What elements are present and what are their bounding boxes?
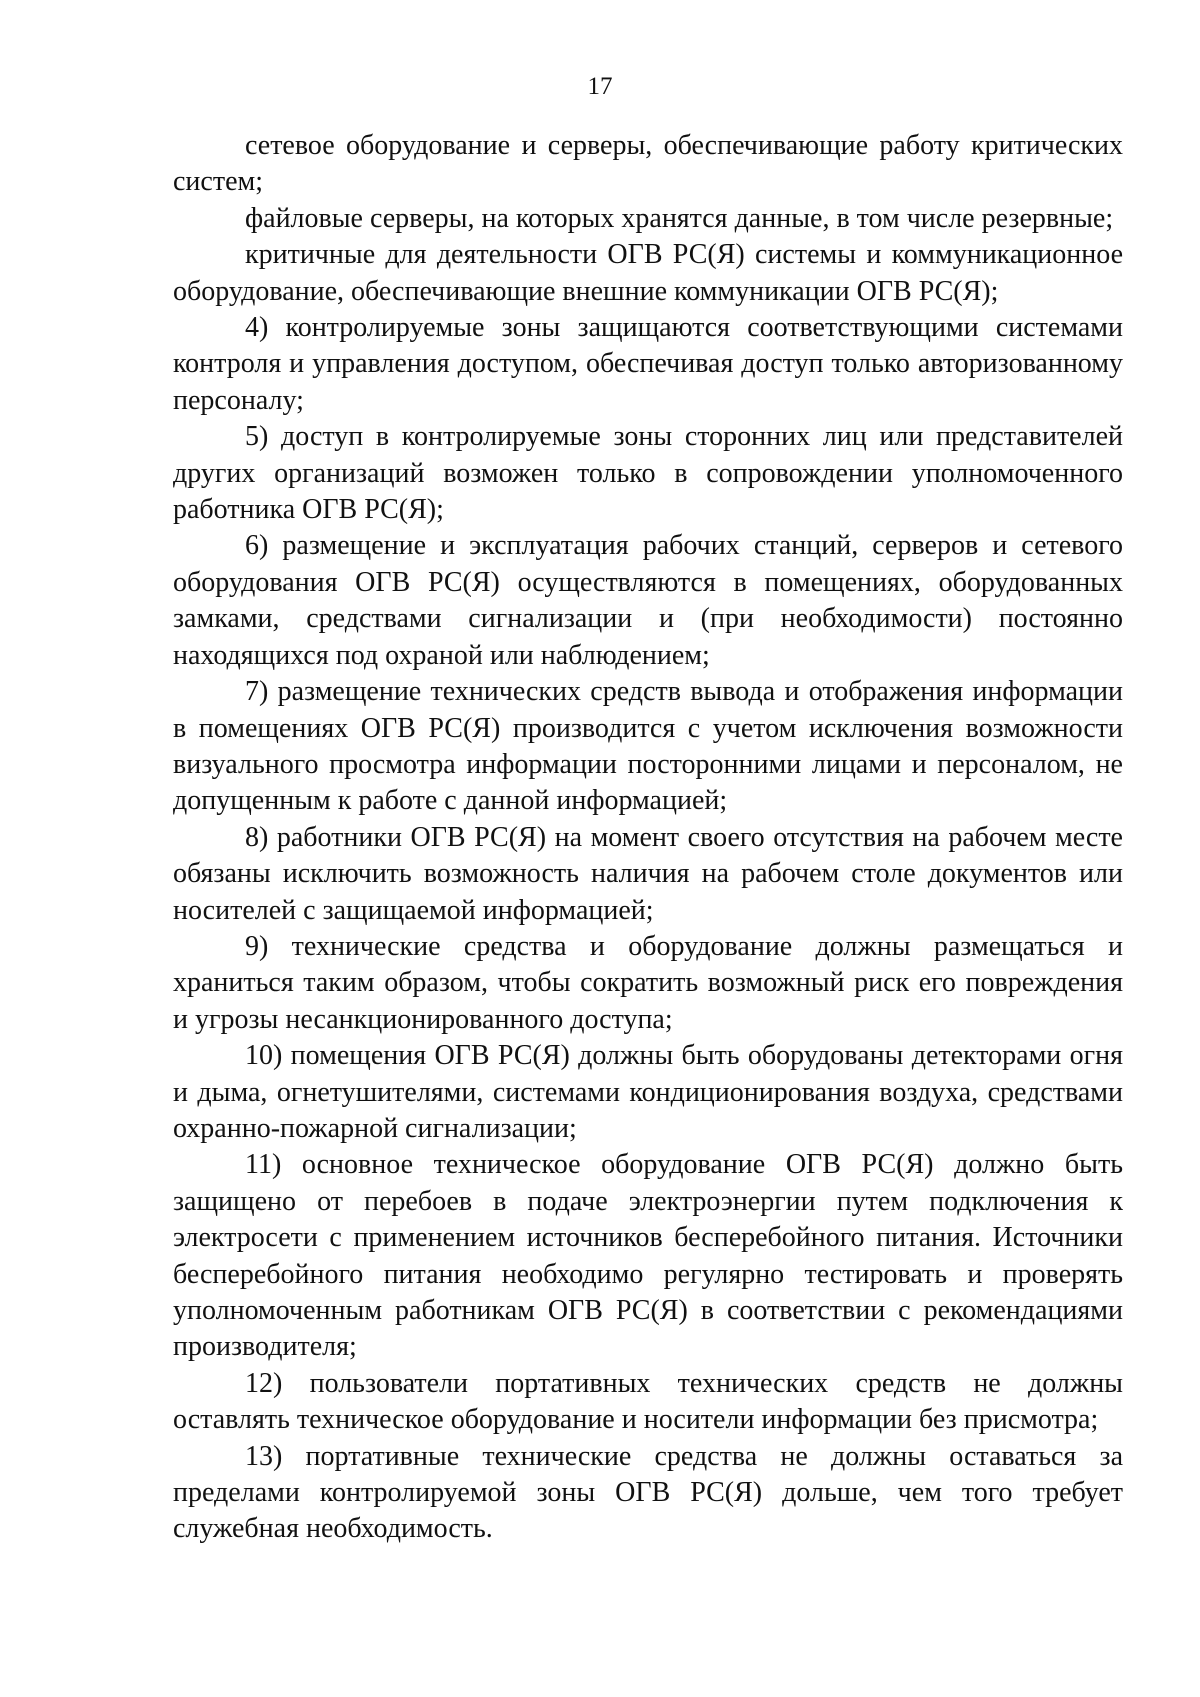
paragraph-item-10: 10) помещения ОГВ РС(Я) должны быть оборудованы детекторами огня и дыма, огнетушителями, системами кондиционирования воздуха, средствами охранно-пожарной сигнализации; bbox=[173, 1040, 1123, 1144]
paragraph-item-6: 6) размещение и эксплуатация рабочих станций, серверов и сетевого оборудования ОГВ РС(Я) осуществляются в помещениях, оборудованных замками, средствами сигнализации и (при необходимости) постоянно находящихся под охраной или наблюдением; bbox=[173, 530, 1123, 671]
paragraph-file-servers: файловые серверы, на которых хранятся данные, в том числе резервные; bbox=[245, 202, 1114, 234]
page-number: 17 bbox=[587, 73, 613, 100]
paragraph-item-9: 9) технические средства и оборудование должны размещаться и храниться таким образом, чтобы сократить возможный риск его повреждения и угрозы несанкционированного доступа; bbox=[173, 930, 1123, 1035]
paragraph-item-5: 5) доступ в контролируемые зоны сторонних лиц или представителей других организаций возможен только в сопровождении уполномоченного работника ОГВ РС(Я); bbox=[173, 421, 1123, 526]
paragraph-item-13: 13) портативные технические средства не должны оставаться за пределами контролируемой зоны ОГВ РС(Я) дольше, чем того требует служебная необходимость. bbox=[173, 1440, 1123, 1545]
paragraph-critical-systems: критичные для деятельности ОГВ РС(Я) системы и коммуникационное оборудование, обеспечивающие внешние коммуникации ОГВ РС(Я); bbox=[173, 239, 1123, 307]
paragraph-item-7: 7) размещение технических средств вывода и отображения информации в помещениях ОГВ РС(Я) производится с учетом исключения возможности визуального просмотра информации посторонними лицами и персоналом, не допущенным к работе с данной информацией; bbox=[173, 676, 1123, 817]
paragraph-item-11: 11) основное техническое оборудование ОГВ РС(Я) должно быть защищено от перебоев в подаче электроэнергии путем подключения к электросети с применением источников бесперебойного питания. Источники бесперебойного питания необходимо регулярно тестировать и проверять уполномоченным работникам ОГВ РС(Я) в соответствии с рекомендациями производителя; bbox=[173, 1149, 1123, 1363]
paragraph-item-8: 8) работники ОГВ РС(Я) на момент своего отсутствия на рабочем месте обязаны исключить возможность наличия на рабочем столе документов или носителей с защищаемой информацией; bbox=[173, 821, 1123, 926]
paragraph-item-4: 4) контролируемые зоны защищаются соответствующими системами контроля и управления доступом, обеспечивая доступ только авторизованному персоналу; bbox=[173, 312, 1123, 416]
paragraph-item-12: 12) пользователи портативных технических средств не должны оставлять техническое оборудование и носители информации без присмотра; bbox=[173, 1367, 1123, 1436]
document-body bbox=[173, 128, 1123, 1548]
paragraph-network-equipment: сетевое оборудование и серверы, обеспечивающие работу критических систем; bbox=[173, 130, 1123, 198]
